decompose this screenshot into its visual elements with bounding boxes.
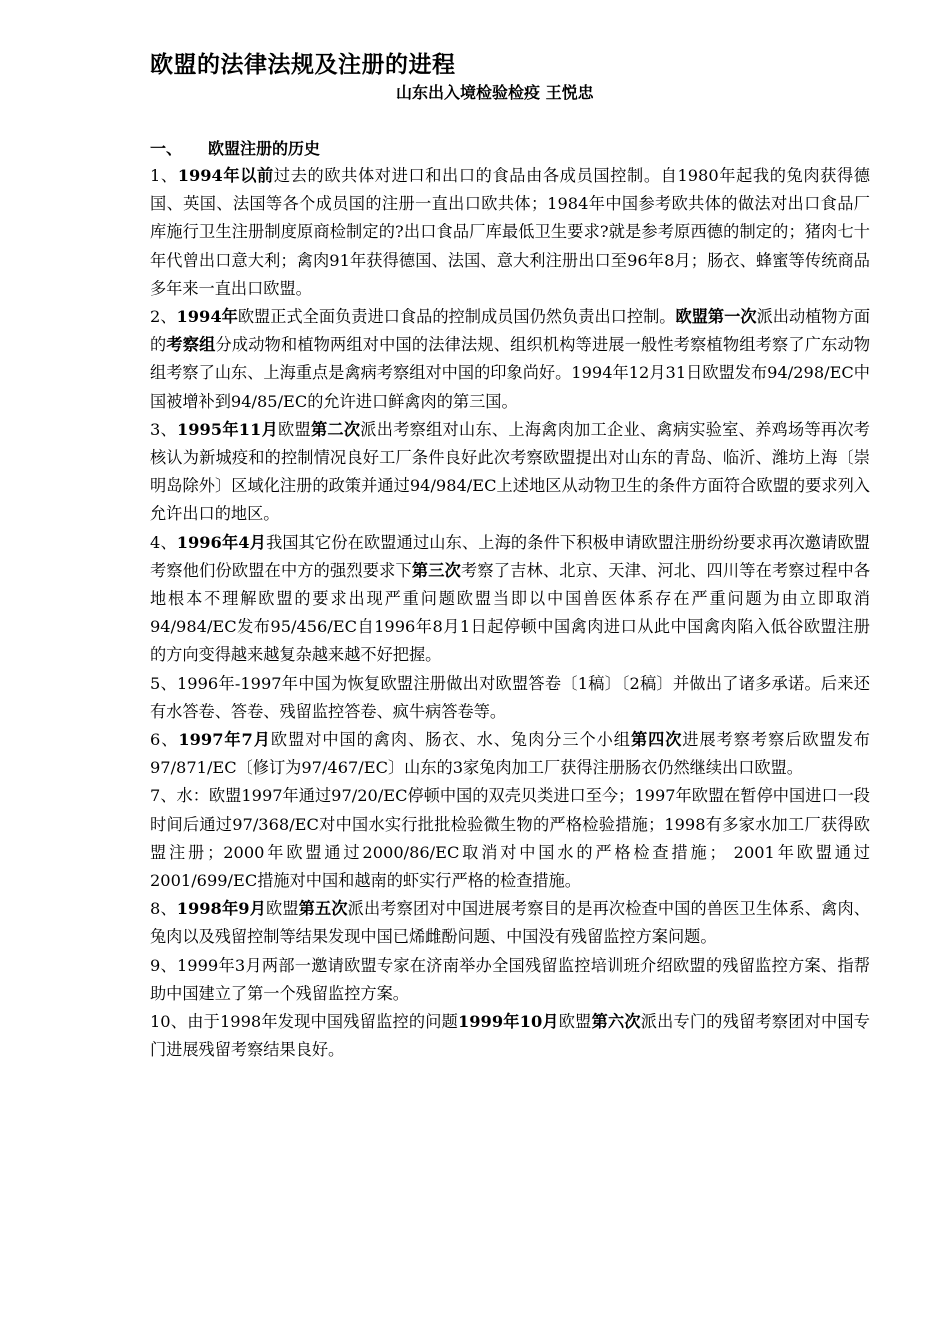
paragraph-text: 欧盟 [278,419,311,439]
document-title: 欧盟的法律法规及注册的进程 [150,52,456,78]
section-title: 欧盟注册的历史 [208,139,321,158]
paragraph-text: 欧盟 [558,1012,592,1032]
paragraph-text: 5、1996年-1997年中国为恢复欧盟注册做出对欧盟答卷〔1稿〕〔2稿〕并做出了诸多承诺。后来还有水答卷、答卷、残留监控答卷、疯牛病答卷等。 [150,673,870,721]
section-number: 一、 [150,139,183,158]
bold-text: 1997年7月 [178,730,271,750]
bold-text: 1994年以前 [177,166,274,185]
bold-text: 第四次 [630,730,683,750]
paragraph-text: 我国其它份在欧盟通过山东、上海的条件下积极申请欧盟注册纷纷要求再次邀请欧盟考察他们份欧盟在中方的强烈要求下 [150,532,870,580]
paragraph-text: 3、 [150,419,178,439]
paragraph-6 [150,726,870,782]
bold-text: 1999年10月 [458,1012,559,1032]
paragraph-text: 2、 [150,307,177,327]
paragraph-1 [150,162,870,303]
paragraph-5 [150,670,870,726]
paragraph-text: 考察了吉林、北京、天津、河北、四川等在考察过程中各地根本不理解欧盟的要求出现严重问题欧盟当即以中国兽医体系存在严重问题为由立即取消94/984/EC发布95/456/EC自1996年8月1日起停顿中国禽肉进口从此中国禽肉陷入低谷欧盟注册的方向变得越来越复杂越来越不好把握。 [150,560,871,665]
paragraph-text: 派出专门的残留考察团对中国专门进展残留考察结果良好。 [150,1012,870,1060]
bold-text: 1996年4月 [176,532,267,552]
paragraph-10 [150,1008,870,1064]
bold-text: 第五次 [298,899,348,919]
bold-text: 1995年11月 [177,419,279,439]
paragraph-3 [150,416,870,529]
document-body [150,162,870,1065]
bold-text: 第三次 [411,560,461,580]
bold-text: 第二次 [310,419,361,439]
paragraph-text: 分成动物和植物两组对中国的法律法规、组织机构等进展一般性考察植物组考察了广东动物组考察了山东、上海重点是禽病考察组对中国的印象尚好。1994年12月31日欧盟发布94/298/EC中国被增补到94/85/EC的允许进口鲜禽肉的第三国。 [150,335,871,411]
paragraph-text: 进展考察考察后欧盟发布97/871/EC〔修订为97/467/EC〕山东的3家兔肉加工厂获得注册肠衣仍然继续出口欧盟。 [150,730,870,778]
paragraph-text: 10、由于1998年发现中国残留监控的问题 [150,1012,459,1032]
paragraph-text: 1、 [150,166,178,185]
section-heading [150,136,320,159]
bold-text: 考察组 [166,335,216,355]
paragraph-text: 欧盟 [266,899,299,919]
paragraph-9 [150,952,870,1008]
paragraph-text: 派出考察团对中国进展考察目的是再次检查中国的兽医卫生体系、禽肉、兔肉以及残留控制等结果发现中国已烯雌酚问题、中国没有残留监控方案问题。 [150,899,870,947]
paragraph-text: 派出考察组对山东、上海禽肉加工企业、禽病实验室、养鸡场等再次考核认为新城疫和的控制情况良好工厂条件良好此次考察欧盟提出对山东的青岛、临沂、潍坊上海〔崇明岛除外〕区域化注册的政策并通过94/984/EC上述地区从动物卫生的条件方面符合欧盟的要求列入允许出口的地区。 [150,419,870,524]
paragraph-text: 欧盟正式全面负责进口食品的控制成员国仍然负责出口控制。 [237,307,676,327]
paragraph-text: 4、 [150,532,177,552]
bold-text: 1998年9月 [176,899,267,919]
document-author: 山东出入境检验检疫 王悦忠 [396,83,594,102]
paragraph-2 [150,303,870,416]
bold-text: 1994年 [176,307,238,327]
paragraph-text: 派出动植物方面的 [150,307,871,355]
paragraph-7 [150,782,870,895]
paragraph-text: 8、 [150,899,177,919]
paragraph-4 [150,529,870,670]
paragraph-text: 过去的欧共体对进口和出口的食品由各成员国控制。自1980年起我的兔肉获得德国、英国、法国等各个成员国的注册一直出口欧共体；1984年中国参考欧共体的做法对出口食品厂库施行卫生注册制度原商检制定的?出口食品厂库最低卫生要求?就是参考原西德的制定的；猪肉七十年代曾出口意大利；禽肉91年获得德国、法国、意大利注册出口至96年8月；肠衣、蜂蜜等传统商品多年来一直出口欧盟。 [150,166,870,298]
paragraph-text: 6、 [150,730,179,750]
bold-text: 第六次 [591,1012,641,1032]
paragraph-text: 7、水：欧盟1997年通过97/20/EC停顿中国的双壳贝类进口至今；1997年欧盟在暂停中国进口一段时间后通过97/368/EC对中国水实行批批检验微生物的严格检验措施；1998有多家水加工厂获得欧盟注册；2000年欧盟通过2000/86/EC取消对中国水的严格检查措施； 2001年欧盟通过2001/699/EC措施对中国和越南的虾实行严格的检查措施。 [150,786,870,891]
bold-text: 欧盟第一次 [675,307,757,327]
paragraph-text: 9、1999年3月两部一邀请欧盟专家在济南举办全国残留监控培训班介绍欧盟的残留监控方案、指帮助中国建立了第一个残留监控方案。 [150,955,870,1003]
paragraph-8 [150,895,870,951]
paragraph-text: 欧盟对中国的禽肉、肠衣、水、兔肉分三个小组 [270,730,631,750]
